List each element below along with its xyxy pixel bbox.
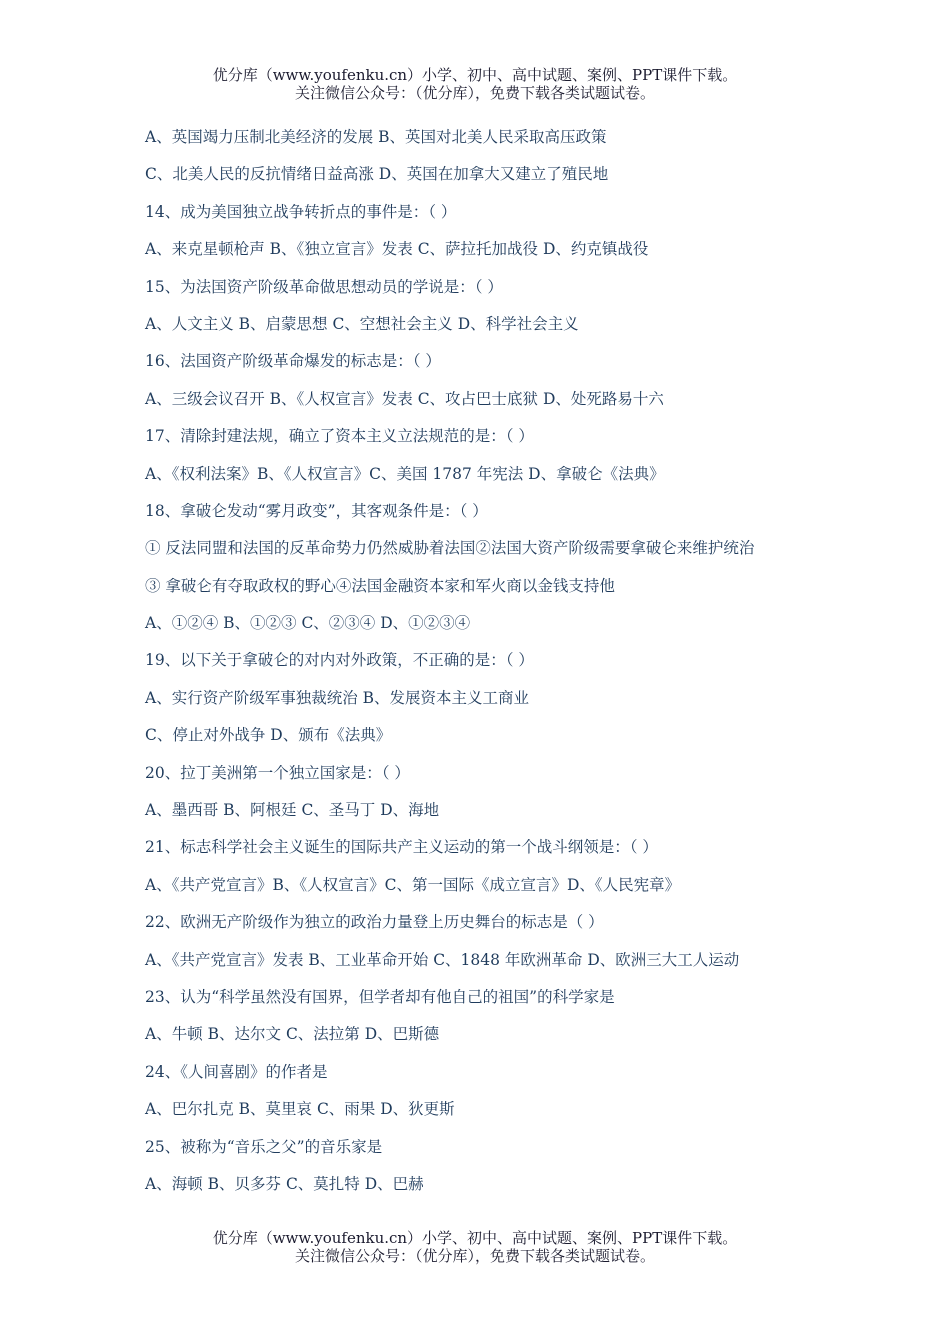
question-line: 16、法国资产阶级革命爆发的标志是：（ ） [145, 352, 441, 371]
option-line: A、三级会议召开 B、《人权宣言》发表 C、攻占巴士底狱 D、处死路易十六 [145, 389, 664, 408]
document-body [145, 124, 865, 1208]
option-line: A、海顿 B、贝多芬 C、莫扎特 D、巴赫 [145, 1174, 424, 1193]
page-header [0, 66, 950, 102]
question-line: 23、认为“科学虽然没有国界，但学者却有他自己的祖国”的科学家是 [145, 987, 615, 1006]
header-line-1: 优分库（www.youfenku.cn）小学、初中、高中试题、案例、PPT课件下载。 [212, 66, 738, 84]
option-line: A、《共产党宣言》发表 B、工业革命开始 C、1848 年欧洲革命 D、欧洲三大工人运动 [145, 950, 740, 969]
option-line: A、牛顿 B、达尔文 C、法拉第 D、巴斯德 [145, 1025, 440, 1044]
question-line: 18、拿破仑发动“雾月政变”，其客观条件是：（ ） [145, 501, 488, 520]
statement-line: ③ 拿破仑有夺取政权的野心④法国金融资本家和军火商以金钱支持他 [145, 576, 615, 595]
page-footer [0, 1229, 950, 1265]
question-line: 19、以下关于拿破仑的对内对外政策，不正确的是：（ ） [145, 651, 534, 670]
question-line: 17、清除封建法规，确立了资本主义立法规范的是：（ ） [145, 427, 534, 446]
option-line: A、来克星顿枪声 B、《独立宣言》发表 C、萨拉托加战役 D、约克镇战役 [145, 240, 649, 259]
option-line: A、《共产党宣言》B、《人权宣言》C、第一国际《成立宣言》D、《人民宪章》 [145, 875, 681, 894]
question-line: 20、拉丁美洲第一个独立国家是：（ ） [145, 763, 410, 782]
question-line: 25、被称为“音乐之父”的音乐家是 [145, 1137, 383, 1156]
footer-line-2: 关注微信公众号：（优分库），免费下载各类试题试卷。 [294, 1247, 655, 1265]
option-line: C、北美人民的反抗情绪日益高涨 D、英国在加拿大又建立了殖民地 [145, 165, 609, 184]
option-line: A、人文主义 B、启蒙思想 C、空想社会主义 D、科学社会主义 [145, 314, 579, 333]
option-line: A、巴尔扎克 B、莫里哀 C、雨果 D、狄更斯 [145, 1100, 455, 1119]
header-line-2: 关注微信公众号：（优分库），免费下载各类试题试卷。 [294, 84, 655, 102]
option-line: A、实行资产阶级军事独裁统治 B、发展资本主义工商业 [145, 688, 530, 707]
question-line: 22、欧洲无产阶级作为独立的政治力量登上历史舞台的标志是（ ） [145, 913, 604, 932]
option-line: A、墨西哥 B、阿根廷 C、圣马丁 D、海地 [145, 801, 440, 820]
option-line: C、停止对外战争 D、颁布《法典》 [145, 726, 392, 745]
option-line: A、英国竭力压制北美经济的发展 B、英国对北美人民采取高压政策 [145, 128, 607, 146]
question-line: 24、《人间喜剧》的作者是 [145, 1062, 328, 1081]
statement-line: ① 反法同盟和法国的反革命势力仍然威胁着法国②法国大资产阶级需要拿破仑来维护统治 [145, 539, 755, 558]
question-line: 21、标志科学社会主义诞生的国际共产主义运动的第一个战斗纲领是：（ ） [145, 838, 658, 857]
option-line: A、《权利法案》B、《人权宣言》C、美国 1787 年宪法 D、拿破仑《法典》 [145, 464, 665, 483]
question-line: 15、为法国资产阶级革命做思想动员的学说是：（ ） [145, 277, 503, 296]
question-line: 14、成为美国独立战争转折点的事件是：（ ） [145, 202, 457, 221]
option-line: A、①②④ B、①②③ C、②③④ D、①②③④ [145, 614, 471, 633]
footer-line-1: 优分库（www.youfenku.cn）小学、初中、高中试题、案例、PPT课件下载。 [212, 1229, 738, 1247]
